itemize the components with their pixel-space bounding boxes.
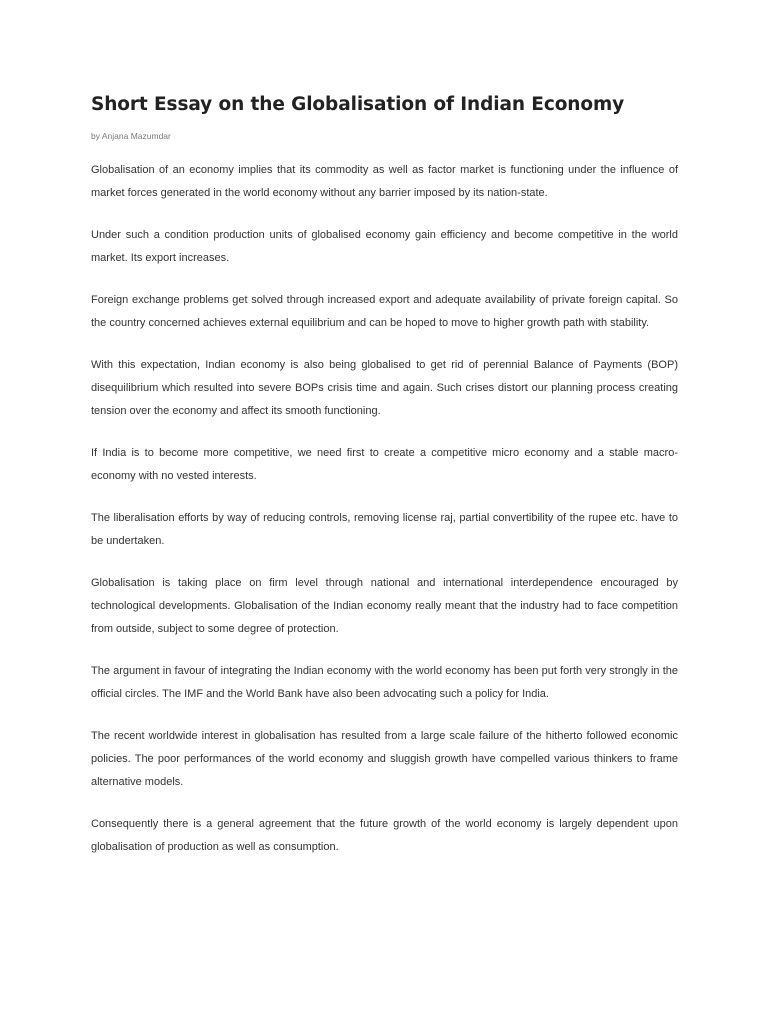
paragraph-3: Foreign exchange problems get solved through increased export and adequate availability of private foreign capital. So the country concerned achieves external equilibrium and can be hoped to move to higher growth path with stability.: [91, 294, 678, 329]
paragraph-8: The argument in favour of integrating the Indian economy with the world economy has been put forth very strongly in the official circles. The IMF and the World Bank have also been advocating such a policy for India.: [91, 665, 678, 700]
paragraph-9: The recent worldwide interest in globalisation has resulted from a large scale failure of the hitherto followed economic policies. The poor performances of the world economy and sluggish growth have compelled various thinkers to frame alternative models.: [91, 730, 678, 788]
article-title: Short Essay on the Globalisation of Indian Economy: [91, 94, 625, 115]
paragraph-4: With this expectation, Indian economy is also being globalised to get rid of perennial Balance of Payments (BOP) disequilibrium which resulted into severe BOPs crisis time and again. Such crises distort our planning process creating tension over the economy and affect its smooth functioning.: [91, 359, 678, 417]
paragraph-10: Consequently there is a general agreement that the future growth of the world economy is largely dependent upon globalisation of production as well as consumption.: [91, 818, 678, 853]
article-byline: by Anjana Mazumdar: [91, 131, 171, 141]
paragraph-6: The liberalisation efforts by way of reducing controls, removing license raj, partial convertibility of the rupee etc. have to be undertaken.: [91, 512, 678, 547]
paragraph-5: If India is to become more competitive, we need first to create a competitive micro economy and a stable macro-economy with no vested interests.: [91, 447, 678, 482]
paragraph-1: Globalisation of an economy implies that its commodity as well as factor market is functioning under the influence of market forces generated in the world economy without any barrier imposed by its nation-state.: [91, 164, 678, 199]
paragraph-7: Globalisation is taking place on firm level through national and international interdependence encouraged by technological developments. Globalisation of the Indian economy really meant that the industry had to face competition from outside, subject to some degree of protection.: [91, 577, 678, 635]
paragraph-2: Under such a condition production units of globalised economy gain efficiency and become competitive in the world market. Its export increases.: [91, 229, 678, 264]
document-page: [91, 92, 678, 859]
